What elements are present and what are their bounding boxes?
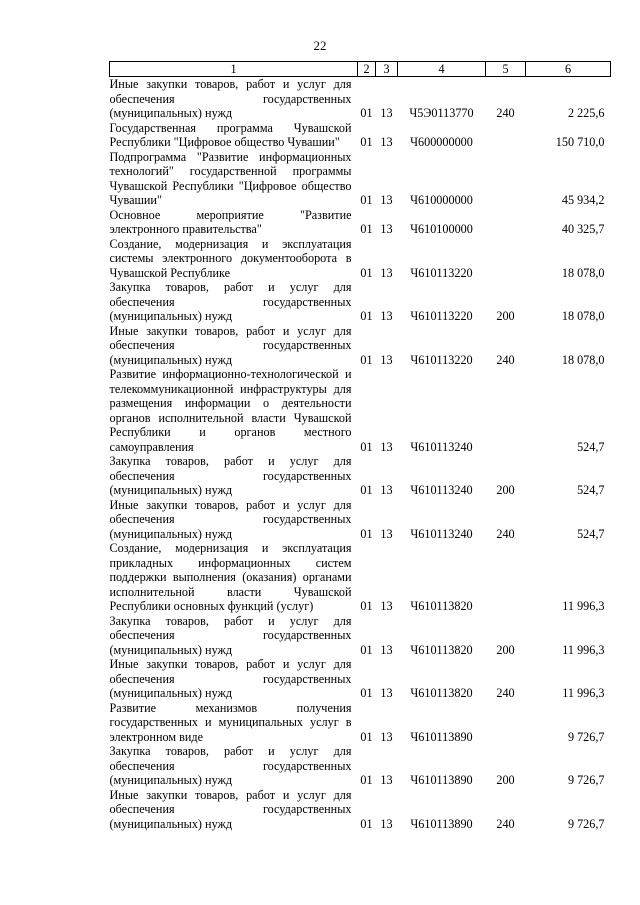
row-expense-type-cell xyxy=(486,237,526,281)
row-name-cell: Иные закупки товаров, работ и услуг для обеспечения государственных (муниципальных) нужд xyxy=(109,323,352,367)
row-section-cell: 01 xyxy=(360,106,373,120)
header-col-3: 3 xyxy=(376,62,398,77)
row-name-cell: Закупка товаров, работ и услуг для обеспечения государственных (муниципальных) нужд xyxy=(109,454,352,497)
row-target-article-cell: Ч5Э0113770 xyxy=(409,106,474,120)
row-section-cell: 01 xyxy=(360,439,373,454)
row-expense-type-cell: 200 xyxy=(496,309,515,323)
row-name-cell: Иные закупки товаров, работ и услуг для обеспечения государственных (муниципальных) нужд xyxy=(109,657,352,700)
row-amount-cell: 18 078,0 xyxy=(561,309,605,323)
row-name-cell: Закупка товаров, работ и услуг для обеспечения государственных (муниципальных) нужд xyxy=(109,744,352,787)
row-subsection-cell: 13 xyxy=(380,686,393,700)
row-amount-cell: 2 225,6 xyxy=(567,106,605,120)
row-target-article-cell: Ч600000000 xyxy=(410,135,473,149)
row-subsection-cell: 13 xyxy=(380,816,393,831)
row-amount-cell: 524,7 xyxy=(577,526,605,541)
row-expense-type-cell: 240 xyxy=(496,686,515,700)
row-expense-type-cell: 240 xyxy=(496,816,515,831)
table-row xyxy=(110,77,611,121)
row-name-cell: Развитие информационно-технологической и телекоммуникационной инфраструктуры для размещения информации о деятельности органов исполнительной власти Чувашской Республики и органов местного самоуправления xyxy=(109,367,352,454)
header-row xyxy=(110,62,611,77)
row-section-cell: 01 xyxy=(360,642,373,657)
row-expense-type-cell xyxy=(486,121,526,150)
table-body xyxy=(110,77,611,832)
row-subsection-cell: 13 xyxy=(380,599,393,613)
row-subsection-cell: 13 xyxy=(380,483,393,497)
table-row xyxy=(110,367,611,454)
row-expense-type-cell xyxy=(486,208,526,237)
header-col-4: 4 xyxy=(398,62,486,77)
row-name-cell: Создание, модернизация и эксплуатация системы электронного документооборота в Чувашской Республике xyxy=(109,236,352,280)
table-row xyxy=(110,280,611,324)
row-expense-type-cell xyxy=(486,367,526,454)
table-row xyxy=(110,498,611,542)
row-section-cell: 01 xyxy=(360,599,373,613)
row-target-article-cell: Ч610100000 xyxy=(410,222,473,236)
table-row xyxy=(110,541,611,614)
row-subsection-cell: 13 xyxy=(380,642,393,657)
row-expense-type-cell xyxy=(486,541,526,614)
row-subsection-cell: 13 xyxy=(380,773,393,787)
budget-table xyxy=(109,61,611,831)
row-name-cell: Основное мероприятие "Развитие электронного правительства" xyxy=(109,207,352,236)
row-subsection-cell: 13 xyxy=(380,222,393,236)
row-target-article-cell: Ч610113240 xyxy=(410,483,473,497)
row-target-article-cell: Ч610000000 xyxy=(410,193,473,207)
row-target-article-cell: Ч610113220 xyxy=(410,352,473,367)
row-subsection-cell: 13 xyxy=(380,193,393,207)
row-target-article-cell: Ч610113240 xyxy=(410,526,473,541)
row-amount-cell: 11 996,3 xyxy=(562,599,605,613)
header-col-1: 1 xyxy=(110,62,358,77)
row-amount-cell: 150 710,0 xyxy=(555,135,605,149)
row-section-cell: 01 xyxy=(360,309,373,323)
row-amount-cell: 18 078,0 xyxy=(561,352,605,367)
header-col-6: 6 xyxy=(526,62,611,77)
row-expense-type-cell: 200 xyxy=(496,773,515,787)
row-section-cell: 01 xyxy=(360,773,373,787)
header-col-2: 2 xyxy=(358,62,376,77)
table-row xyxy=(110,744,611,788)
row-subsection-cell: 13 xyxy=(380,352,393,367)
row-expense-type-cell: 200 xyxy=(496,642,515,657)
table-row xyxy=(110,701,611,745)
row-amount-cell: 9 726,7 xyxy=(567,773,605,787)
row-amount-cell: 18 078,0 xyxy=(561,265,605,280)
row-section-cell: 01 xyxy=(360,352,373,367)
row-name-cell: Создание, модернизация и эксплуатация прикладных информационных систем поддержки выполнения (оказания) органами исполнительной власти Чувашской Республики основных функций (услуг) xyxy=(109,541,352,613)
table-header xyxy=(110,62,611,77)
row-subsection-cell: 13 xyxy=(380,106,393,120)
table-row xyxy=(110,237,611,281)
row-section-cell: 01 xyxy=(360,193,373,207)
table-row xyxy=(110,657,611,701)
row-section-cell: 01 xyxy=(360,265,373,280)
table-row xyxy=(110,208,611,237)
row-name-cell: Иные закупки товаров, работ и услуг для обеспечения государственных (муниципальных) нужд xyxy=(109,77,352,120)
row-target-article-cell: Ч610113890 xyxy=(410,816,473,831)
row-subsection-cell: 13 xyxy=(380,309,393,323)
row-section-cell: 01 xyxy=(360,135,373,149)
row-amount-cell: 11 996,3 xyxy=(562,642,605,657)
table-row xyxy=(110,788,611,832)
row-name-cell: Иные закупки товаров, работ и услуг для обеспечения государственных (муниципальных) нужд xyxy=(109,787,352,831)
row-target-article-cell: Ч610113820 xyxy=(410,599,473,613)
row-amount-cell: 524,7 xyxy=(577,483,605,497)
row-amount-cell: 11 996,3 xyxy=(562,686,605,700)
table-row xyxy=(110,150,611,208)
row-amount-cell: 524,7 xyxy=(577,439,605,454)
row-section-cell: 01 xyxy=(360,816,373,831)
row-amount-cell: 40 325,7 xyxy=(561,222,605,236)
row-target-article-cell: Ч610113220 xyxy=(410,265,473,280)
row-name-cell: Развитие механизмов получения государственных и муниципальных услуг в электронном виде xyxy=(109,700,352,744)
row-target-article-cell: Ч610113890 xyxy=(410,773,473,787)
row-expense-type-cell: 240 xyxy=(496,106,515,120)
page-number: 22 xyxy=(313,38,327,53)
row-target-article-cell: Ч610113820 xyxy=(410,642,473,657)
row-expense-type-cell: 200 xyxy=(496,483,515,497)
row-subsection-cell: 13 xyxy=(380,439,393,454)
row-expense-type-cell: 240 xyxy=(496,352,515,367)
row-amount-cell: 9 726,7 xyxy=(567,729,605,744)
row-target-article-cell: Ч610113820 xyxy=(410,686,473,700)
row-subsection-cell: 13 xyxy=(380,265,393,280)
row-target-article-cell: Ч610113240 xyxy=(410,439,473,454)
table-row xyxy=(110,614,611,658)
row-expense-type-cell xyxy=(486,701,526,745)
row-name-cell: Подпрограмма "Развитие информационных технологий" государственной программы Чувашской Республики "Цифровое общество Чувашии" xyxy=(109,149,352,207)
row-name-cell: Иные закупки товаров, работ и услуг для обеспечения государственных (муниципальных) нужд xyxy=(109,497,352,541)
header-col-5: 5 xyxy=(486,62,526,77)
row-subsection-cell: 13 xyxy=(380,729,393,744)
row-name-cell: Закупка товаров, работ и услуг для обеспечения государственных (муниципальных) нужд xyxy=(109,280,352,323)
row-target-article-cell: Ч610113220 xyxy=(410,309,473,323)
row-expense-type-cell: 240 xyxy=(496,526,515,541)
table-row xyxy=(110,324,611,368)
row-section-cell: 01 xyxy=(360,729,373,744)
row-subsection-cell: 13 xyxy=(380,526,393,541)
row-section-cell: 01 xyxy=(360,483,373,497)
row-section-cell: 01 xyxy=(360,526,373,541)
row-target-article-cell: Ч610113890 xyxy=(410,729,473,744)
row-subsection-cell: 13 xyxy=(380,135,393,149)
row-section-cell: 01 xyxy=(360,222,373,236)
row-name-cell: Государственная программа Чувашской Республики "Цифровое общество Чувашии" xyxy=(109,120,352,149)
table-row xyxy=(110,121,611,150)
row-amount-cell: 9 726,7 xyxy=(567,816,605,831)
row-section-cell: 01 xyxy=(360,686,373,700)
row-amount-cell: 45 934,2 xyxy=(561,193,605,207)
row-expense-type-cell xyxy=(486,150,526,208)
table-row xyxy=(110,454,611,498)
row-name-cell: Закупка товаров, работ и услуг для обеспечения государственных (муниципальных) нужд xyxy=(109,613,352,657)
